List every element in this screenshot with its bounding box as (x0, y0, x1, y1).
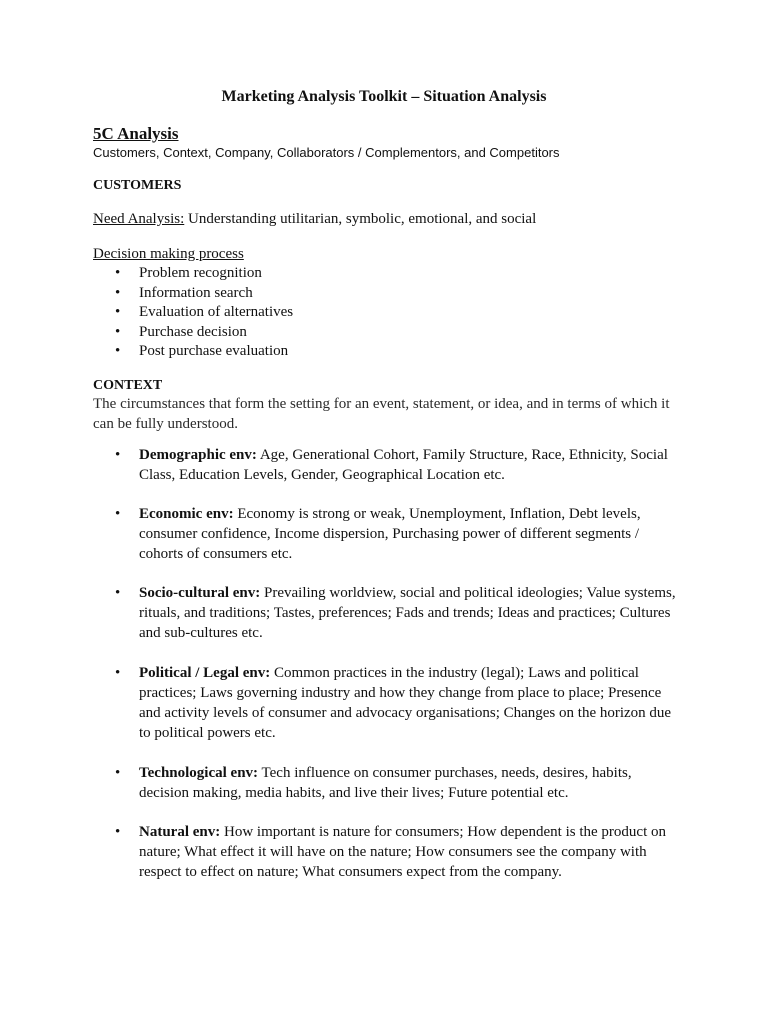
document-title: Marketing Analysis Toolkit – Situation Analysis (221, 88, 547, 105)
decision-process-list (93, 264, 293, 362)
demographic-env-item (115, 445, 685, 485)
env-label: Economic env: (139, 506, 234, 522)
section-heading: 5C Analysis (93, 124, 179, 143)
env-text: Prevailing worldview, social and political ideologies; Value systems, rituals, and traditions; Tastes, preferences; Fads and trends; Ideas and practices; Cultures and sub-cultures etc. (139, 585, 676, 641)
list-item: • Information search (93, 284, 293, 304)
socio-cultural-env-item (115, 583, 685, 643)
list-item: • Evaluation of alternatives (93, 303, 293, 323)
need-analysis-line (93, 210, 536, 230)
bullet-icon: • (115, 824, 121, 840)
env-text: Common practices in the industry (legal); Laws and political practices; Laws governing industry and how they change from place to place; Presence and activity levels of consumer and advocacy organisations; Changes on the horizon due to political powers etc. (139, 665, 672, 741)
customers-heading: CUSTOMERS (93, 178, 182, 193)
bullet-icon: • (115, 265, 121, 281)
env-text: Age, Generational Cohort, Family Structure, Race, Ethnicity, Social Class, Education Levels, Gender, Geographical Location etc. (139, 447, 668, 483)
political-legal-env-item (115, 663, 685, 743)
need-analysis-text: Understanding utilitarian, symbolic, emotional, and social (184, 211, 537, 227)
bullet-icon: • (115, 447, 121, 463)
technological-env-item (115, 763, 685, 803)
bullet-icon: • (115, 765, 121, 781)
list-item: • Post purchase evaluation (93, 342, 293, 362)
decision-process-label: Decision making process (93, 246, 244, 262)
bullet-icon: • (115, 506, 121, 522)
economic-env-item (115, 504, 685, 564)
env-label: Demographic env: (139, 447, 257, 463)
context-heading: CONTEXT (93, 378, 163, 393)
need-analysis-label: Need Analysis: (93, 211, 185, 227)
bullet-icon: • (115, 304, 121, 320)
bullet-icon: • (115, 323, 121, 340)
env-label: Natural env: (139, 824, 221, 840)
section-subtitle: Customers, Context, Company, Collaborators / Complementors, and Competitors (93, 145, 560, 160)
env-text: Economy is strong or weak, Unemployment, Inflation, Debt levels, consumer confidence, Income dispersion, Purchasing power of different segments / cohorts of consumers etc. (139, 506, 641, 562)
env-label: Political / Legal env: (139, 665, 271, 681)
bullet-icon: • (115, 343, 121, 359)
bullet-icon: • (115, 585, 121, 601)
env-text: How important is nature for consumers; How dependent is the product on nature; What effect it will have on the nature; How consumers see the company with respect to effect on nature; What consumers expect from the company. (139, 824, 666, 880)
env-text: Tech influence on consumer purchases, needs, desires, habits, decision making, media habits, and live their lives; Future potential etc. (139, 765, 632, 801)
bullet-icon: • (115, 284, 121, 301)
env-label: Socio-cultural env: (139, 585, 261, 601)
context-description: The circumstances that form the setting for an event, statement, or idea, and in terms of which it can be fully understood. (93, 396, 670, 432)
list-item: • Purchase decision (93, 323, 293, 343)
bullet-icon: • (115, 665, 121, 681)
list-item: • Problem recognition (93, 264, 293, 284)
natural-env-item (115, 822, 685, 882)
env-label: Technological env: (139, 765, 259, 781)
